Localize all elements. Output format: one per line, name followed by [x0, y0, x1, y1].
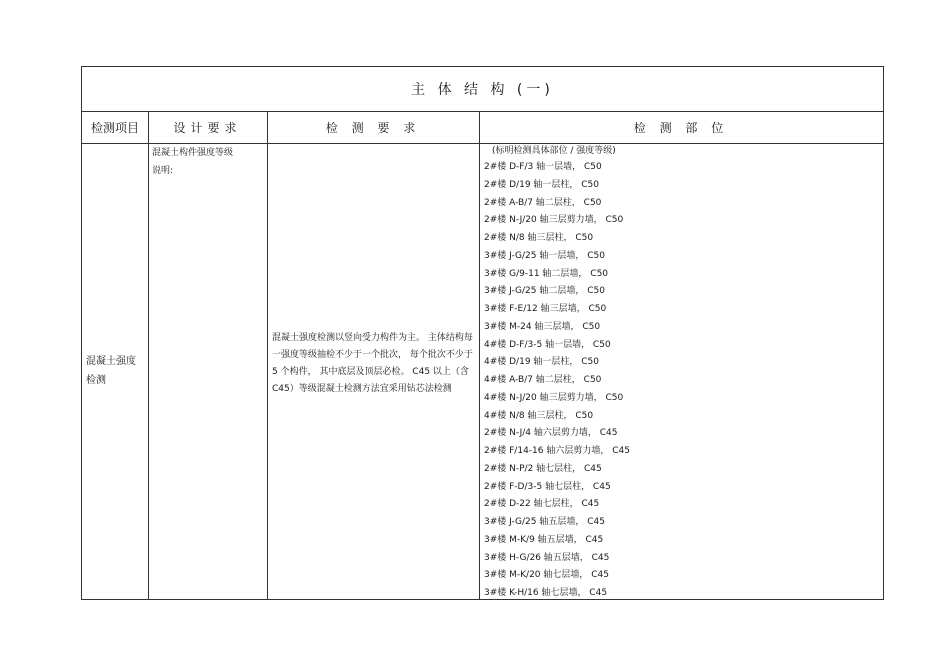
header-location: 检 测 部 位: [633, 120, 729, 135]
header-design: 设计要求: [173, 120, 242, 135]
location-item: 3#楼 J-G/25 轴二层墙， C50: [484, 286, 605, 297]
location-item: 2#楼 A-B/7 轴二层柱， C50: [484, 197, 602, 208]
location-item: 3#楼 H-G/26 轴五层墙， C45: [484, 552, 610, 563]
location-item: 2#楼 F-D/3-5 轴七层柱， C45: [484, 481, 611, 492]
location-item: 4#楼 N/8 轴三层柱， C50: [484, 410, 594, 421]
location-item: 3#楼 M-24 轴三层墙， C50: [484, 321, 601, 332]
inspection-table: [81, 66, 884, 600]
location-item: 3#楼 G/9-11 轴二层墙， C50: [484, 268, 609, 279]
inspection-requirement-text: 混凝土强度检测以竖向受力构件为主。 主体结构每一强度等级抽检不少于一个批次， 每个批次不少于 5 个构件， 其中底层及顶层必检。 C45 以上（含 C45）等级混凝土检测方法宜采用钻芯法检测: [272, 333, 473, 394]
location-item: 3#楼 J-G/25 轴五层墙， C45: [484, 517, 605, 527]
location-item: 2#楼 N-P/2 轴七层柱， C45: [484, 463, 602, 474]
table-title: 主 体 结 构 (一): [82, 67, 883, 112]
location-item: 4#楼 A-B/7 轴二层柱， C50: [484, 375, 602, 385]
location-item: 2#楼 D/19 轴一层柱， C50: [484, 179, 600, 190]
location-item: 2#楼 F/14-16 轴六层剪力墙， C45: [484, 446, 630, 456]
header-requirement: 检 测 要 求: [325, 120, 421, 135]
design-line: 说明:: [152, 166, 174, 176]
location-item: 3#楼 F-E/12 轴三层墙， C50: [484, 304, 607, 314]
location-item: 3#楼 M-K/9 轴五层墙， C45: [484, 534, 604, 545]
location-item: 3#楼 J-G/25 轴一层墙， C50: [484, 250, 605, 261]
location-item: 4#楼 D-F/3-5 轴一层墙， C50: [484, 339, 611, 350]
inspection-location-list: [484, 144, 879, 603]
header-row: [82, 111, 883, 144]
table-body-row: [82, 144, 883, 599]
location-item: 2#楼 D-F/3 轴一层墙， C50: [484, 162, 602, 172]
location-item: 3#楼 K-H/16 轴七层墙， C45: [484, 588, 608, 598]
design-line: 混凝土构件强度等级: [152, 148, 234, 158]
location-item: 2#楼 N-J/4 轴六层剪力墙， C45: [484, 428, 618, 439]
location-item: 2#楼 N/8 轴三层柱， C50: [484, 233, 594, 243]
location-item: 4#楼 D/19 轴一层柱， C50: [484, 357, 600, 368]
location-item: 2#楼 N-J/20 轴三层剪力墙， C50: [484, 215, 624, 226]
location-note: (标明检测具体部位 / 强度等级): [492, 146, 616, 156]
location-item: 2#楼 D-22 轴七层柱， C45: [484, 499, 600, 510]
location-item: 3#楼 M-K/20 轴七层墙， C45: [484, 570, 609, 581]
design-requirement-cell: [152, 144, 264, 180]
inspection-item-name: 混凝土强度检测: [86, 356, 136, 386]
location-item: 4#楼 N-J/20 轴三层剪力墙， C50: [484, 392, 624, 403]
header-item: 检测项目: [90, 120, 139, 135]
